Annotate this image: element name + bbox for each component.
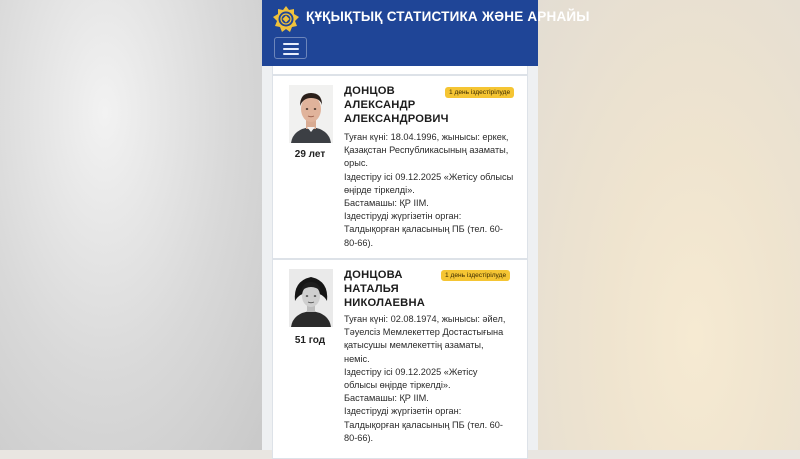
status-badge: 1 день іздестірілуде bbox=[441, 270, 510, 281]
record-card-previous bbox=[272, 66, 528, 75]
person-name[interactable]: ДОНЦОВ АЛЕКСАНДР АЛЕКСАНДРОВИЧ bbox=[344, 85, 449, 125]
record-card[interactable] bbox=[272, 259, 528, 459]
site-title[interactable]: ҚҰҚЫҚТЫҚ СТАТИСТИКА ЖӘНЕ АРНАЙЫ bbox=[306, 9, 590, 24]
record-details: Туған күні: 02.08.1974, жынысы: әйел, Тәуелсіз Мемлекеттер Достастығына қатысушы мемлекеттің азаматы, неміс. Іздестіру ісі 09.12.2025 «Жетісу облысы өңірде тіркелді». Бастамашы: ҚР ІІМ. Іздестіруді жүргізетін орган: Талдықорған қаласының ПБ (тел. 60- 80-66). bbox=[344, 314, 506, 443]
background-left bbox=[0, 0, 262, 450]
background-right bbox=[538, 0, 800, 450]
mobile-viewport bbox=[262, 0, 590, 450]
age-label: 29 лет bbox=[294, 149, 326, 160]
emblem-icon[interactable] bbox=[272, 5, 300, 33]
site-header bbox=[262, 0, 590, 66]
record-card[interactable] bbox=[272, 75, 528, 259]
person-name[interactable]: ДОНЦОВА НАТАЛЬЯ НИКОЛАЕВНА bbox=[344, 269, 426, 309]
record-details: Туған күні: 18.04.1996, жынысы: еркек, Қазақстан Республикасының азаматы, орыс. Іздестіру ісі 09.12.2025 «Жетісу облысы өңірде тіркелді». Бастамашы: ҚР ІІМ. Іздестіруді жүргізетін орган: Талдықорған қаласының ПБ (тел. 60- 80-66). bbox=[344, 132, 514, 248]
person-photo[interactable] bbox=[289, 269, 333, 327]
menu-button[interactable] bbox=[274, 37, 307, 59]
age-label: 51 год bbox=[294, 335, 326, 346]
person-photo[interactable] bbox=[289, 85, 333, 143]
status-badge: 1 день іздестірілуде bbox=[445, 87, 514, 98]
